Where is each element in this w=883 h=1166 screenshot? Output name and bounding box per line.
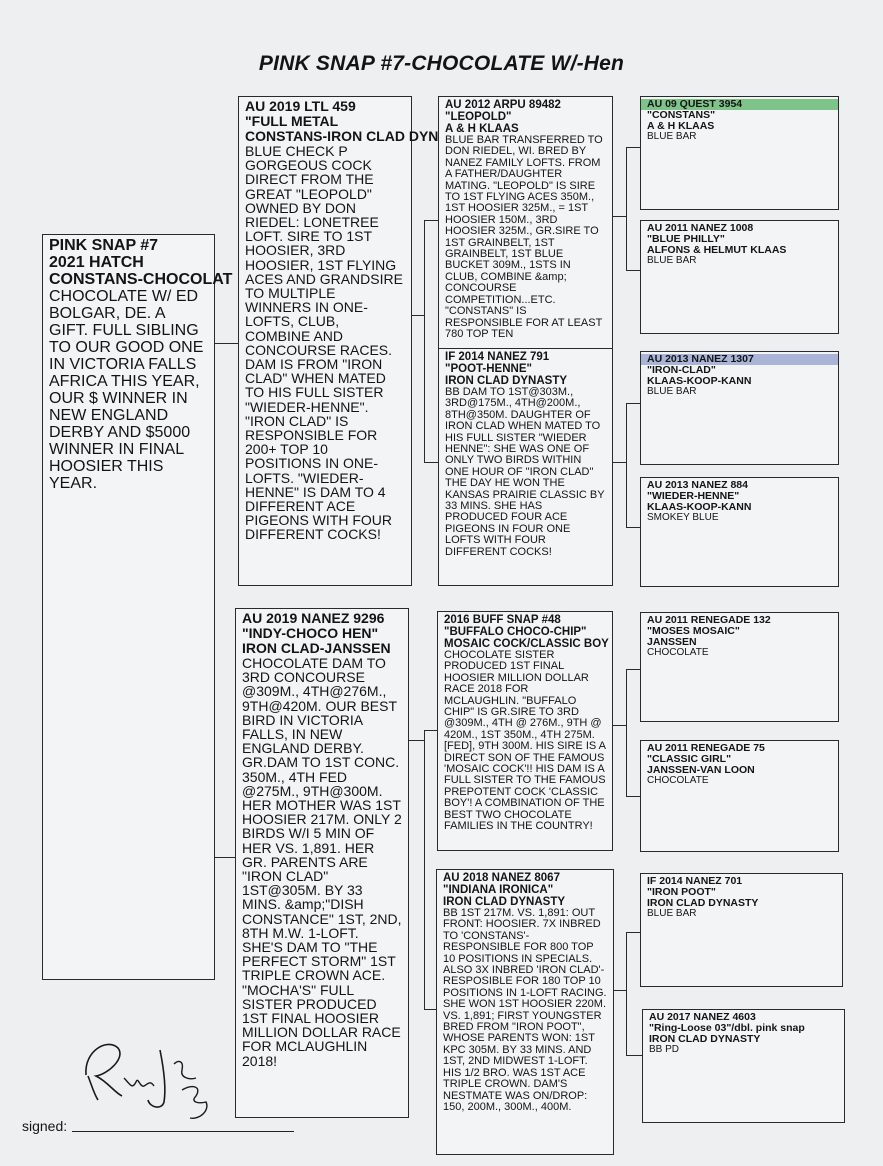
dam-box	[235, 608, 409, 1118]
connector-line	[408, 740, 424, 741]
granddam-paternal-box	[438, 348, 613, 586]
ancestor-color-3: BLUE BAR	[647, 386, 697, 397]
page-title: PINK SNAP #7-CHOCOLATE W/-Hen	[258, 52, 625, 75]
grandsire-paternal-strain: A & H KLAAS	[445, 123, 519, 135]
ancestor-color-2: BLUE BAR	[647, 255, 697, 266]
sire-strain: CONSTANS-IRON CLAD DYN	[245, 128, 439, 144]
connector-line	[626, 796, 640, 797]
grandsire-paternal-notes: BLUE BAR TRANSFERRED TO DON RIEDEL, WI. BRED BY NANEZ FAMILY LOFTS. FROM A FATHER/DAUGHTER MATING. "LEOPOLD" IS SIRE TO 1ST FLYING ACES 350M., 1ST HOOSIER 325M., = 1ST HOOSIER 150M., 3RD HOOSIER 325M., GR.SIRE TO 1ST GRAINBELT, 1ST GRAINBELT, 1ST BLUE BUCKET 309M., 1STS IN CLUB, COMBINE &amp; CONCOURSE COMPETITION...ETC. "CONSTANS" IS RESPONSIBLE FOR AT LEAST 780 TOP TEN	[445, 134, 603, 340]
connector-line	[424, 220, 425, 463]
ancestor-name-8: "Ring-Loose 03"/dbl. pink snap	[649, 1022, 805, 1034]
ancestor-box-2	[640, 220, 839, 334]
grandsire-maternal-band: 2016 BUFF SNAP #48	[444, 614, 561, 626]
ancestor-band-6: AU 2011 RENEGADE 75	[647, 742, 765, 754]
grandsire-maternal-box	[437, 611, 613, 851]
ancestor-box-1	[640, 96, 839, 210]
grandsire-paternal-name: "LEOPOLD"	[445, 111, 512, 123]
granddam-maternal-notes: BB 1ST 217M. VS. 1,891: OUT FRONT: HOOSIER. 7X INBRED TO 'CONSTANS'- RESPONSIBLE FOR 800 TOP 10 POSITIONS IN SPECIALS. ALSO 3X INBRED 'IRON CLAD'- RESPOSIBLE FOR 180 TOP 10 POSITIONS IN 1-LOFT RACING. SHE WON 1ST HOOSIER 220M. VS. 1,891; FIRST YOUNGSTER BRED FROM "IRON POOT", WHOSE PARENTS WON: 1ST KPC 305M. BY 33 MINS. AND 1ST, 2ND MIDWEST 1-LOFT. HIS 1/2 BRO. WAS 1ST ACE TRIPLE CROWN. DAM'S NESTMATE WAS ON/DROP: 150, 200M., 300M., 400M.	[443, 907, 607, 1113]
grandsire-maternal-name: "BUFFALO CHOCO-CHIP"	[444, 626, 587, 638]
connector-line	[626, 147, 640, 148]
connector-line	[424, 1009, 436, 1010]
sire-notes: BLUE CHECK P GORGEOUS COCK DIRECT FROM THE GREAT "LEOPOLD" OWNED BY DON RIEDEL: LONETREE LOFT. SIRE TO 1ST HOOSIER, 3RD HOOSIER, 1ST FLYING ACES AND GRANDSIRE TO MULTIPLE WINNERS IN ONE-LOFTS, CLUB, COMBINE AND CONCOURSE RACES. DAM IS FROM "IRON CLAD" WHEN MATED TO HIS FULL SISTER "WIEDER-HENNE". "IRON CLAD" IS RESPONSIBLE FOR 200+ TOP 10 POSITIONS IN ONE-LOFTS. "WIEDER-HENNE" IS DAM TO 4 DIFFERENT ACE PIGEONS WITH FOUR DIFFERENT COCKS!	[245, 143, 403, 543]
ancestor-box-6	[640, 740, 839, 852]
connector-line	[410, 315, 424, 316]
ancestor-strain-8: IRON CLAD DYNASTY	[649, 1033, 761, 1045]
connector-line	[213, 857, 236, 858]
connector-line	[626, 270, 640, 271]
ancestor-color-7: BLUE BAR	[647, 908, 697, 919]
granddam-maternal-band: AU 2018 NANEZ 8067	[443, 872, 560, 884]
grandsire-paternal-box	[438, 96, 613, 350]
granddam-maternal-name: "INDIANA IRONICA"	[443, 884, 554, 896]
granddam-maternal-box	[436, 869, 614, 1155]
connector-line	[626, 403, 627, 528]
subject-notes: CHOCOLATE W/ ED BOLGAR, DE. A GIFT. FULL SIBLING TO OUR GOOD ONE IN VICTORIA FALLS AFRICA THIS YEAR, OUR $ WINNER IN NEW ENGLAND DERBY AND $5000 WINNER IN FINAL HOOSIER THIS YEAR.	[49, 288, 204, 492]
connector-line	[612, 216, 626, 217]
subject-band: PINK SNAP #7	[49, 237, 159, 254]
ancestor-name-2: "BLUE PHILLY"	[647, 233, 725, 245]
signed-label: signed:	[22, 1118, 68, 1134]
ancestor-band-4: AU 2013 NANEZ 884	[647, 479, 748, 491]
ancestor-color-8: BB PD	[649, 1044, 680, 1055]
ancestor-color-5: CHOCOLATE	[647, 647, 709, 658]
ancestor-band-5: AU 2011 RENEGADE 132	[647, 614, 771, 626]
granddam-paternal-notes: BB DAM TO 1ST@303M., 3RD@175M., 4TH@200M., 8TH@350M. DAUGHTER OF IRON CLAD WHEN MATED TO HIS FULL SISTER "WIEDER HENNE": SHE WAS ONE OF ONLY TWO BIRDS WITHIN ONE HOUR OF "IRON CLAD" THE DAY HE WON THE KANSAS PRAIRIE CLASSIC BY 33 MINS. SHE HAS PRODUCED FOUR ACE PIGEONS IN FOUR ONE LOFTS WITH FOUR DIFFERENT COCKS!	[445, 386, 605, 558]
dam-notes: CHOCOLATE DAM TO 3RD CONCOURSE @309M., 4TH@276M., 9TH@420M. OUR BEST BIRD IN VICTORIA FALLS, IN NEW ENGLAND DERBY. GR.DAM TO 1ST CONC. 350M., 4TH FED @275M., 9TH@300M. HER MOTHER WAS 1ST HOOSIER 217M. ONLY 2 BIRDS W/I 5 MIN OF HER VS. 1,891. HER GR. PARENTS ARE "IRON CLAD" 1ST@305M. BY 33 MINS. &amp;"DISH CONSTANCE" 1ST, 2ND, 8TH M.W. 1-LOFT. SHE'S DAM TO "THE PERFECT STORM" 1ST TRIPLE CROWN ACE. "MOCHA'S" FULL SISTER PRODUCED 1ST FINAL HOOSIER MILLION DOLLAR RACE FOR MCLAUGHLIN 2018!	[242, 655, 402, 1069]
ancestor-color-1: BLUE BAR	[647, 131, 697, 142]
connector-line	[626, 932, 627, 1056]
dam-band: AU 2019 NANEZ 9296	[242, 610, 385, 626]
sire-box	[238, 96, 439, 586]
handwritten-signature	[78, 1030, 228, 1125]
connector-line	[626, 147, 627, 271]
subject-box	[42, 234, 233, 980]
connector-line	[626, 403, 640, 404]
dam-strain: IRON CLAD-JANSSEN	[242, 640, 391, 656]
ancestor-name-1: "CONSTANS"	[647, 109, 716, 121]
subject-strain: CONSTANS-CHOCOLAT	[49, 271, 233, 288]
sire-band: AU 2019 LTL 459	[245, 98, 356, 114]
subject-hatch: 2021 HATCH	[49, 254, 144, 271]
ancestor-strain-6: JANSSEN-VAN LOON	[647, 764, 755, 776]
ancestor-name-4: "WIEDER-HENNE"	[647, 490, 740, 502]
connector-line	[424, 220, 439, 221]
ancestor-strain-1: A & H KLAAS	[647, 120, 715, 132]
granddam-paternal-strain: IRON CLAD DYNASTY	[445, 375, 568, 387]
connector-line	[612, 462, 626, 463]
connector-line	[612, 725, 626, 726]
connector-line	[424, 462, 439, 463]
ancestor-band-7: IF 2014 NANEZ 701	[647, 875, 743, 887]
ancestor-band-2: AU 2011 NANEZ 1008	[647, 222, 754, 234]
ancestor-color-6: CHOCOLATE	[647, 775, 709, 786]
ancestor-box-4	[640, 477, 839, 587]
connector-line	[626, 932, 640, 933]
ancestor-name-7: "IRON POOT"	[647, 886, 716, 898]
granddam-maternal-strain: IRON CLAD DYNASTY	[443, 896, 566, 908]
ancestor-band-8: AU 2017 NANEZ 4603	[649, 1011, 756, 1023]
connector-line	[626, 669, 640, 670]
ancestor-name-5: "MOSES MOSAIC"	[647, 625, 740, 637]
ancestor-color-4: SMOKEY BLUE	[647, 512, 719, 523]
ancestor-name-3: "IRON-CLAD"	[647, 364, 716, 376]
ancestor-box-7	[640, 873, 843, 987]
ancestor-strain-4: KLAAS-KOOP-KANN	[647, 501, 752, 513]
connector-line	[626, 669, 627, 797]
ancestor-box-8	[642, 1009, 845, 1123]
connector-line	[626, 527, 640, 528]
ancestor-box-5	[640, 612, 839, 722]
grandsire-paternal-band: AU 2012 ARPU 89482	[445, 99, 561, 111]
ancestor-strain-3: KLAAS-KOOP-KANN	[647, 375, 752, 387]
ancestor-band-3: AU 2013 NANEZ 1307	[641, 354, 838, 365]
ancestor-box-3	[640, 351, 839, 465]
signature-line	[72, 1131, 294, 1132]
sire-name: "FULL METAL	[245, 113, 339, 129]
granddam-paternal-name: "POOT-HENNE"	[445, 363, 532, 375]
connector-line	[614, 990, 626, 991]
dam-name: "INDY-CHOCO HEN"	[242, 625, 379, 641]
ancestor-name-6: "CLASSIC GIRL"	[647, 753, 732, 765]
connector-line	[424, 730, 438, 731]
ancestor-strain-2: ALFONS & HELMUT KLAAS	[647, 244, 787, 256]
connector-line	[626, 1055, 642, 1056]
grandsire-maternal-strain: MOSAIC COCK/CLASSIC BOY	[444, 638, 609, 650]
connector-line	[424, 730, 425, 1010]
connector-line	[213, 343, 239, 344]
ancestor-strain-7: IRON CLAD DYNASTY	[647, 897, 759, 909]
grandsire-maternal-notes: CHOCOLATE SISTER PRODUCED 1ST FINAL HOOSIER MILLION DOLLAR RACE 2018 FOR MCLAUGHLIN. "BUFFALO CHIP" IS GR.SIRE TO 3RD @309M., 4TH @ 276M., 9TH @ 420M., 1ST 350M., 4TH 275M. [FED], 9TH 300M. HIS SIRE IS A DIRECT SON OF THE FAMOUS 'MOSAIC COCK'!! HIS DAM IS A FULL SISTER TO THE FAMOUS PREPOTENT COCK 'CLASSIC BOY'! A COMBINATION OF THE BEST TWO CHOCOLATE FAMILIES IN THE COUNTRY!	[444, 649, 606, 833]
ancestor-strain-5: JANSSEN	[647, 636, 697, 648]
ancestor-band-1: AU 09 QUEST 3954	[641, 99, 838, 110]
granddam-paternal-band: IF 2014 NANEZ 791	[445, 351, 550, 363]
